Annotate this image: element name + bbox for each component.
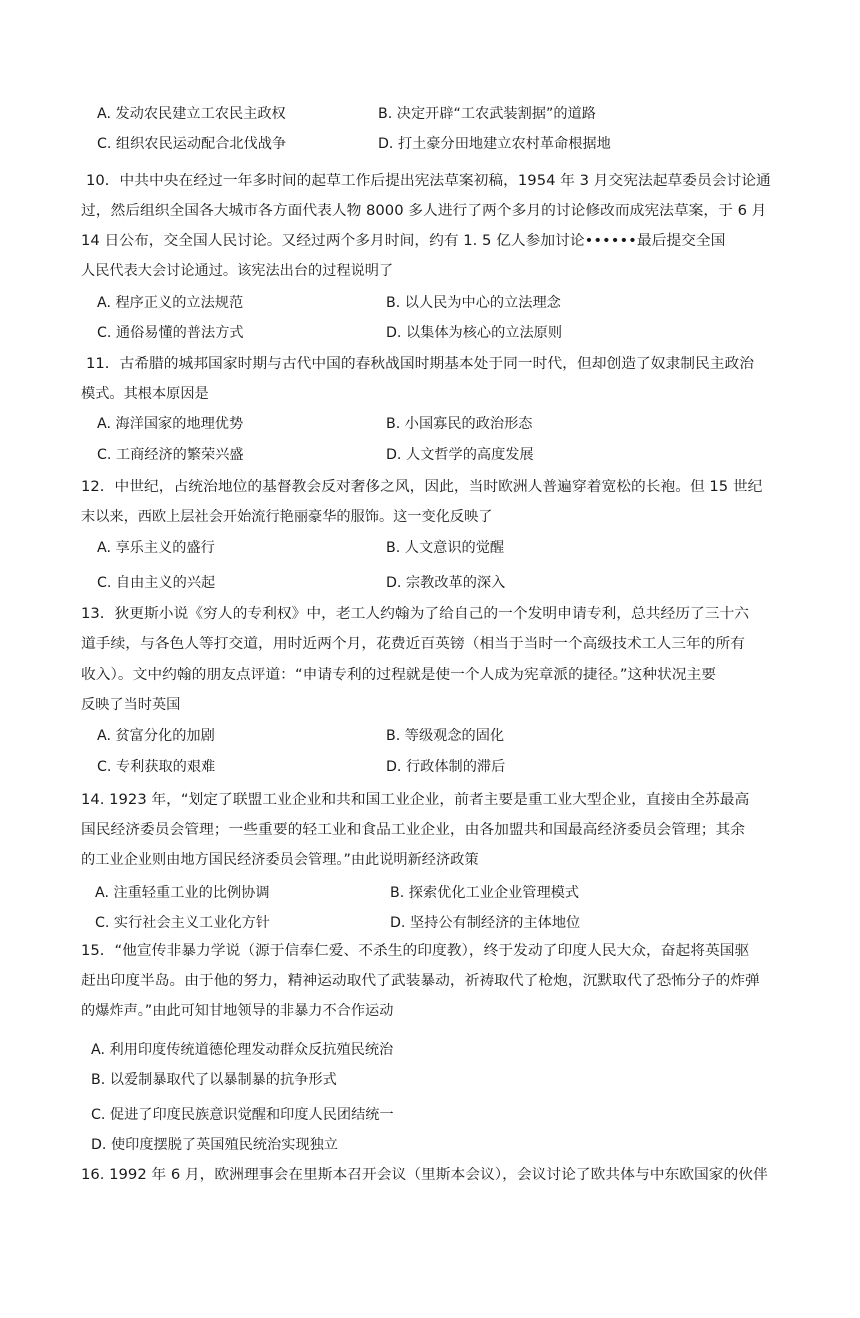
- q15-stem-line: 的爆炸声。”由此可知甘地领导的非暴力不合作运动: [81, 1003, 394, 1019]
- q11-stem-line: 11．古希腊的城邦国家时期与古代中国的春秋战国时期基本处于同一时代，但却创造了奴隶制民主政治: [86, 356, 755, 372]
- q9-option-c: C. 组织农民运动配合北伐战争: [97, 136, 287, 152]
- q12-option-c: C. 自由主义的兴起: [97, 575, 216, 591]
- q14-stem-line: 国民经济委员会管理；一些重要的轻工业和食品工业企业，由各加盟共和国最高经济委员会管理；其余: [81, 822, 745, 838]
- q12-option-a: A. 享乐主义的盛行: [97, 540, 215, 556]
- q11-option-d: D. 人文哲学的高度发展: [386, 447, 534, 463]
- q12-option-b: B. 人文意识的觉醒: [386, 540, 505, 556]
- q16-stem-line: 16. 1992 年 6 月，欧洲理事会在里斯本召开会议（里斯本会议），会议讨论了欧共体与中东欧国家的伙伴: [81, 1167, 768, 1183]
- q11-stem-line: 模式。其根本原因是: [81, 386, 209, 402]
- q10-option-c: C. 通俗易懂的普法方式: [97, 325, 244, 341]
- q14-option-d: D. 坚持公有制经济的主体地位: [390, 915, 581, 931]
- q12-option-d: D. 宗教改革的深入: [386, 575, 506, 591]
- q10-stem-line: 过，然后组织全国各大城市各方面代表人物 8000 多人进行了两个多月的讨论修改而成宪法草案，于 6 月: [81, 203, 767, 219]
- q9-option-d: D. 打土豪分田地建立农村革命根据地: [378, 136, 611, 152]
- q11-option-c: C. 工商经济的繁荣兴盛: [97, 447, 244, 463]
- q9-option-b: B. 决定开辟“工农武装割据”的道路: [378, 106, 596, 122]
- q13-stem-line: 反映了当时英国: [81, 697, 181, 713]
- q13-option-a: A. 贫富分化的加剧: [97, 728, 215, 744]
- q11-option-b: B. 小国寡民的政治形态: [386, 416, 533, 432]
- q13-stem-line: 道手续，与各色人等打交道，用时近两个月，花费近百英镑（相当于当时一个高级技术工人三年的所有: [81, 636, 745, 652]
- q15-stem-line: 15．“他宣传非暴力学说（源于信奉仁爱、不杀生的印度教），终于发动了印度人民大众，奋起将英国驱: [81, 943, 750, 959]
- q14-option-a: A. 注重轻重工业的比例协调: [95, 885, 270, 901]
- q15-option-d: D. 使印度摆脱了英国殖民统治实现独立: [91, 1137, 338, 1153]
- q10-option-b: B. 以人民为中心的立法理念: [386, 295, 561, 311]
- q10-stem-line: 10．中共中央在经过一年多时间的起草工作后提出宪法草案初稿，1954 年 3 月交宪法起草委员会讨论通: [86, 173, 771, 189]
- q15-option-c: C. 促进了印度民族意识觉醒和印度人民团结统一: [91, 1107, 394, 1123]
- q14-stem-line: 14. 1923 年，“划定了联盟工业企业和共和国工业企业，前者主要是重工业大型企业，直接由全苏最高: [81, 792, 750, 808]
- q12-stem-line: 末以来，西欧上层社会开始流行艳丽豪华的服饰。这一变化反映了: [81, 509, 493, 525]
- q11-option-a: A. 海洋国家的地理优势: [97, 416, 244, 432]
- q10-option-a: A. 程序正义的立法规范: [97, 295, 244, 311]
- q14-option-c: C. 实行社会主义工业化方针: [95, 915, 270, 931]
- q14-stem-line: 的工业企业则由地方国民经济委员会管理。”由此说明新经济政策: [81, 852, 479, 868]
- q13-option-d: D. 行政体制的滞后: [386, 759, 506, 775]
- q15-option-a: A. 利用印度传统道德伦理发动群众反抗殖民统治: [91, 1042, 394, 1058]
- q12-stem-line: 12．中世纪，占统治地位的基督教会反对奢侈之风，因此，当时欧洲人普遍穿着宽松的长袍。但 15 世纪: [81, 479, 763, 495]
- q13-option-c: C. 专利获取的艰难: [97, 759, 216, 775]
- q9-option-a: A. 发动农民建立工农民主政权: [97, 106, 286, 122]
- q13-stem-line: 13．狄更斯小说《穷人的专利权》中，老工人约翰为了给自己的一个发明申请专利，总共经历了三十六: [81, 606, 750, 622]
- q15-option-b: B. 以爱制暴取代了以暴制暴的抗争形式: [91, 1072, 337, 1088]
- q10-option-d: D. 以集体为核心的立法原则: [386, 325, 563, 341]
- q13-stem-line: 收入）。文中约翰的朋友点评道：“申请专利的过程就是使一个人成为宪章派的捷径。”这种状况主要: [81, 667, 717, 683]
- q13-option-b: B. 等级观念的固化: [386, 728, 505, 744]
- q15-stem-line: 赶出印度半岛。由于他的努力，精神运动取代了武装暴动，祈祷取代了枪炮，沉默取代了恐怖分子的炸弹: [81, 973, 760, 989]
- q10-stem-line: 人民代表大会讨论通过。该宪法出台的过程说明了: [81, 263, 394, 279]
- q14-option-b: B. 探索优化工业企业管理模式: [390, 885, 580, 901]
- q10-stem-line: 14 日公布，交全国人民讨论。又经过两个多月时间，约有 1. 5 亿人参加讨论••••••最后提交全国: [81, 233, 726, 249]
